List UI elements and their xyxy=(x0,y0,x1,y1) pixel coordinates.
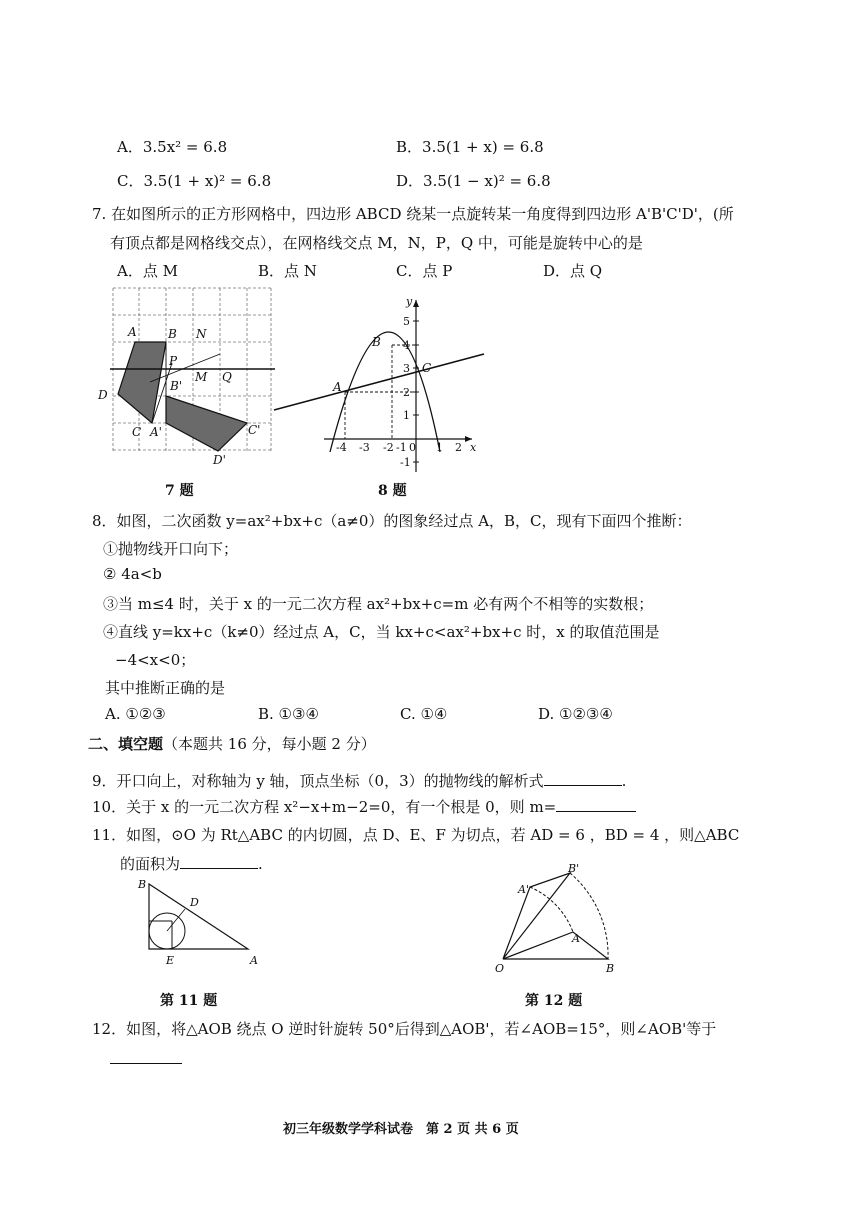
q9 xyxy=(92,770,626,791)
q9-text: 9．开口向上，对称轴为 y 轴，顶点坐标（0，3）的抛物线的解析式 xyxy=(92,772,544,790)
fig7-label-p: P xyxy=(169,354,178,368)
fig11-label-a: A xyxy=(250,954,258,967)
section-2-note: （本题共 16 分，每小题 2 分） xyxy=(163,735,376,753)
figure-7-caption: 7 题 xyxy=(165,483,194,499)
fig8-xtick-neg1: -1 xyxy=(396,441,407,454)
q7-option-c: C．点 P xyxy=(396,262,453,280)
fig7-label-m: M xyxy=(195,370,208,384)
fig12-label-a-prime: A' xyxy=(518,883,529,896)
q7-text-line2: 有顶点都是网格线交点），在网格线交点 M，N，P，Q 中，可能是旋转中心的是 xyxy=(110,234,643,252)
q8-item-1: ①抛物线开口向下； xyxy=(103,540,239,558)
fig8-ytick-4: 4 xyxy=(403,339,410,352)
q11-line1: 11．如图，⊙O 为 Rt△ABC 的内切圆，点 D、E、F 为切点，若 AD = 6 ，BD = 4 ，则△ABC xyxy=(92,826,740,844)
q11-text: 的面积为 xyxy=(120,855,181,873)
figure-12-caption: 第 12 题 xyxy=(525,993,583,1009)
fig8-label-b: B xyxy=(372,335,381,349)
fig12-label-b-prime: B' xyxy=(568,862,580,875)
fig8-xtick-neg3: -3 xyxy=(359,441,370,454)
fig8-x-axis-label: x xyxy=(470,441,477,454)
fig12-label-o: O xyxy=(495,962,505,975)
fig8-xtick-neg2: -2 xyxy=(383,441,394,454)
q8-item-2: ② 4a<b xyxy=(103,565,162,583)
q6-option-a: A．3.5x² = 6.8 xyxy=(117,138,228,156)
fig7-label-a-prime: A' xyxy=(150,425,162,439)
fig8-y-axis-label: y xyxy=(406,295,413,308)
fig8-ytick-2: 2 xyxy=(403,386,410,399)
q10 xyxy=(92,796,636,817)
fig12-label-a: A xyxy=(572,932,580,945)
q12-text: 12．如图，将△AOB 绕点 O 逆时针旋转 50°后得到△AOB'，若∠AOB=15°，则∠AOB'等于 xyxy=(92,1020,717,1038)
q8-stem: 8．如图，二次函数 y=ax²+bx+c（a≠0）的图象经过点 A，B，C，现有下面四个推断： xyxy=(92,512,692,530)
q7-option-b: B．点 N xyxy=(258,262,317,280)
q8-item-3: ③当 m≤4 时，关于 x 的一元二次方程 ax²+bx+c=m 必有两个不相等的实数根； xyxy=(103,595,654,613)
q7-text-line1: 7. 在如图所示的正方形网格中，四边形 ABCD 绕某一点旋转某一角度得到四边形 A'B'C'D'，(所 xyxy=(92,205,734,223)
q8-item-4: ④直线 y=kx+c（k≠0）经过点 A，C，当 kx+c<ax²+bx+c 时，x 的取值范围是 xyxy=(103,623,660,641)
fig7-label-c-prime: C' xyxy=(248,423,261,437)
q8-option-d: D. ①②③④ xyxy=(538,705,613,723)
q9-period: . xyxy=(621,772,627,790)
figure-8-graph xyxy=(272,292,487,477)
fig8-xtick-0: 0 xyxy=(409,441,416,454)
q9-answer-blank[interactable] xyxy=(544,770,622,786)
figure-7-grid xyxy=(98,286,275,467)
q11-answer-blank[interactable] xyxy=(180,853,258,869)
q6-option-c: C．3.5(1 + x)² = 6.8 xyxy=(117,172,272,190)
fig8-ytick-5: 5 xyxy=(403,315,410,328)
q8-option-b: B. ①③④ xyxy=(258,705,319,723)
q8-option-c: C. ①④ xyxy=(400,705,448,723)
q8-question: 其中推断正确的是 xyxy=(105,679,226,697)
figure-11-triangle xyxy=(130,876,265,971)
q8-option-a: A. ①②③ xyxy=(105,705,166,723)
q10-text: 10．关于 x 的一元二次方程 x²−x+m−2=0，有一个根是 0，则 m= xyxy=(92,798,557,816)
figure-8-caption: 8 题 xyxy=(378,483,407,499)
fig12-label-b: B xyxy=(606,962,615,975)
fig8-ytick-1: 1 xyxy=(403,409,410,422)
fig8-label-a: A xyxy=(333,380,342,394)
section-2-heading xyxy=(88,733,376,754)
fig7-label-b: B xyxy=(168,327,177,341)
fig7-label-n: N xyxy=(196,327,207,341)
q7-option-d: D．点 Q xyxy=(543,262,603,280)
q12-answer-blank[interactable] xyxy=(110,1048,182,1064)
fig8-xtick-neg4: -4 xyxy=(336,441,347,454)
fig7-label-b-prime: B' xyxy=(170,379,183,393)
fig11-label-b: B xyxy=(138,878,147,891)
fig8-ytick-neg1: -1 xyxy=(400,456,411,469)
q6-option-d: D．3.5(1 − x)² = 6.8 xyxy=(396,172,551,190)
page-footer: 初三年级数学学科试卷 第 2 页 共 6 页 xyxy=(283,1122,519,1137)
figure-12-rotation xyxy=(490,860,625,975)
fig7-label-a: A xyxy=(128,325,137,339)
q11-period: . xyxy=(258,855,263,873)
fig8-xtick-2: 2 xyxy=(455,441,462,454)
fig7-label-d: D xyxy=(98,388,108,402)
section-2-title: 二、填空题 xyxy=(88,735,164,753)
fig8-label-c: C xyxy=(422,361,432,375)
fig8-xtick-1: 1 xyxy=(436,441,443,454)
fig7-label-q: Q xyxy=(222,370,232,384)
q11-line2 xyxy=(120,853,263,874)
fig7-label-c: C xyxy=(132,425,142,439)
q12-answer-line xyxy=(110,1048,182,1068)
fig11-label-e: E xyxy=(166,954,175,967)
figure-11-caption: 第 11 题 xyxy=(160,993,218,1009)
q6-option-b: B．3.5(1 + x) = 6.8 xyxy=(396,138,544,156)
fig7-label-d-prime: D' xyxy=(213,453,226,467)
fig8-ytick-3: 3 xyxy=(403,362,410,375)
q8-item-4-cont: −4<x<0； xyxy=(115,651,196,669)
q10-answer-blank[interactable] xyxy=(556,796,636,812)
q7-option-a: A．点 M xyxy=(117,262,178,280)
fig11-label-d: D xyxy=(190,896,199,909)
